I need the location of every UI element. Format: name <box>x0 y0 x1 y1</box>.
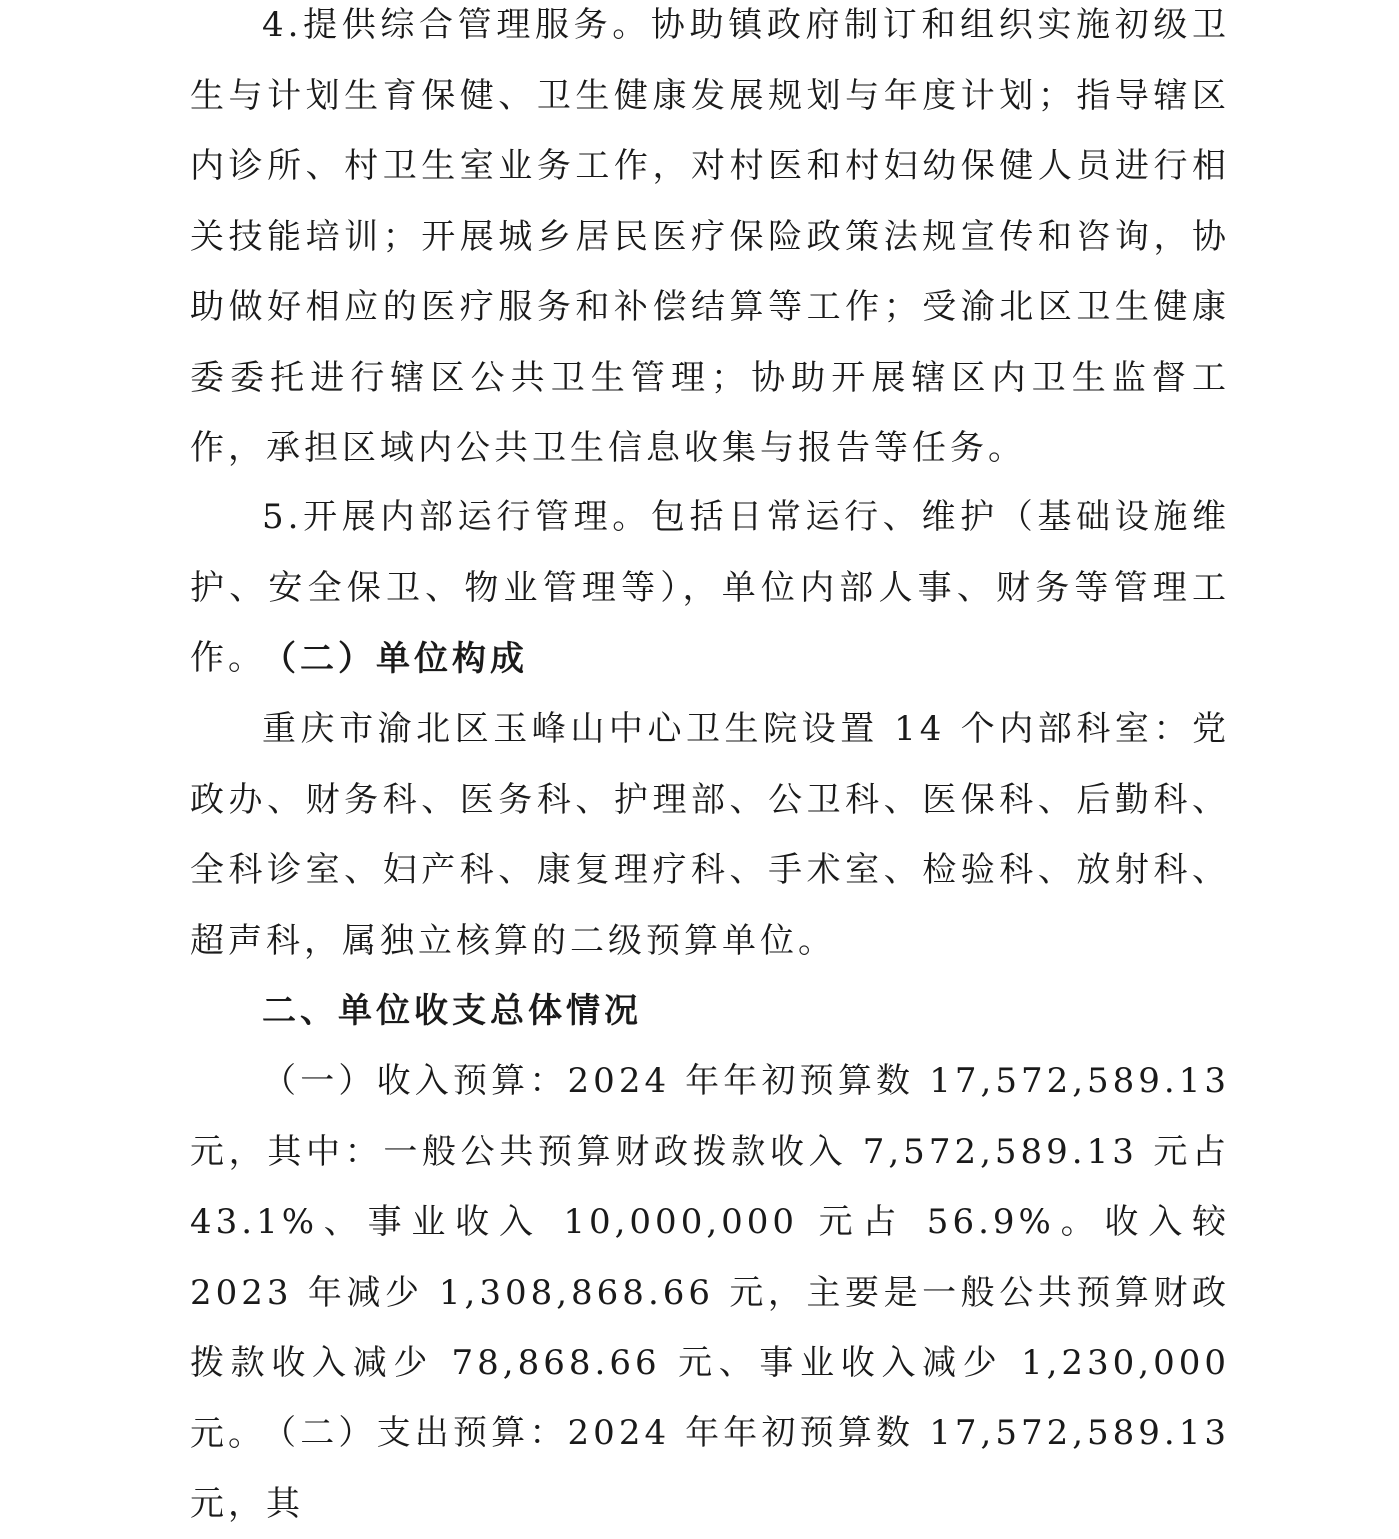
subheading-unit-composition: （二）单位构成 <box>262 639 528 679</box>
paragraph-income-budget: （一）收入预算：2024 年年初预算数 17,572,589.13 元，其中：一般公共预算财政拨款收入 7,572,589.13 元占 43.1%、事业收入 10,000,000 元占 56.9%。收入较 2023 年减少 1,308,868.66 元，主要是一般公共预算财政拨款收入减少 78,868.66 元、事业收入减少 1,230,000 元。 <box>190 1061 1230 1454</box>
paragraph-unit-composition: 重庆市渝北区玉峰山中心卫生院设置 14 个内部科室：党政办、财务科、医务科、护理部、公卫科、医保科、后勤科、全科诊室、妇产科、康复理疗科、手术室、检验科、放射科、超声科，属独立核算的二级预算单位。 <box>190 709 1230 961</box>
paragraph-expense-budget: （二）支出预算：2024 年年初预算数 17,572,589.13 元，其 <box>190 1413 1230 1524</box>
paragraph-item-4: 4.提供综合管理服务。协助镇政府制订和组织实施初级卫生与计划生育保健、卫生健康发展规划与年度计划；指导辖区内诊所、村卫生室业务工作，对村医和村妇幼保健人员进行相关技能培训；开展城乡居民医疗保险政策法规宣传和咨询，协助做好相应的医疗服务和补偿结算等工作；受渝北区卫生健康委委托进行辖区公共卫生管理；协助开展辖区内卫生监督工作，承担区域内公共卫生信息收集与报告等任务。 <box>190 5 1230 468</box>
heading-section-2: 二、单位收支总体情况 <box>262 991 642 1031</box>
paragraph-item-5: 5.开展内部运行管理。包括日常运行、维护（基础设施维护、安全保卫、物业管理等），单位内部人事、财务等管理工作。 <box>190 497 1230 678</box>
